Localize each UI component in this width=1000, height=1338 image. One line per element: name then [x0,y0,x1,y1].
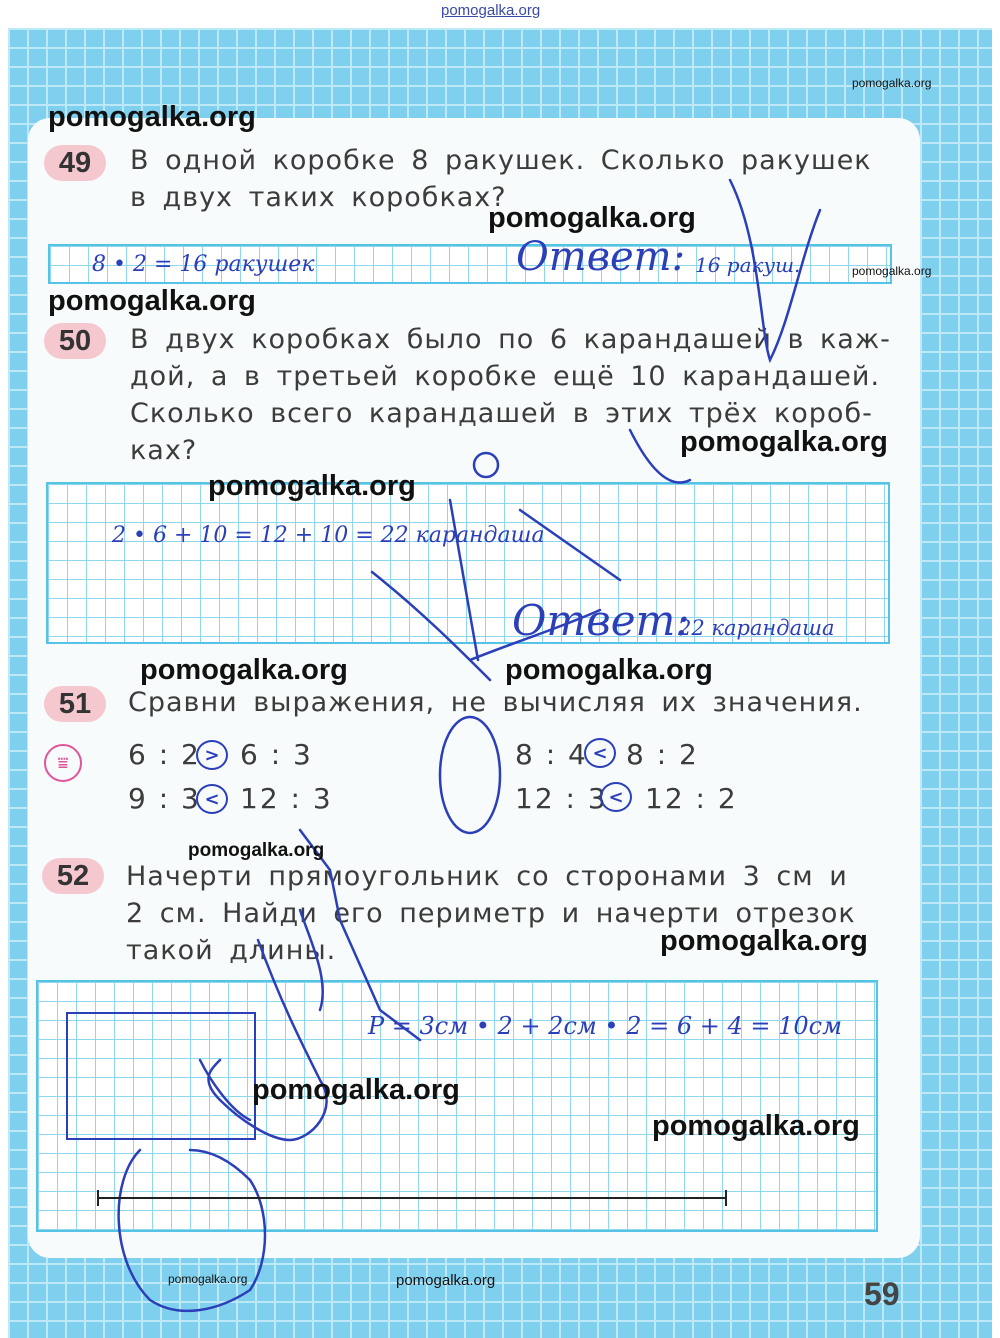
expr-left-1: 6 : 2 [128,738,201,771]
watermark: pomogalka.org [252,1074,460,1106]
compare-sign-2[interactable]: < [196,784,228,814]
page-number: 59 [864,1276,900,1312]
task-52-line-2: 2 см. Найди его периметр и начерти отрезок [126,898,856,929]
expr-right-2: 12 : 3 [240,782,333,815]
watermark: pomogalka.org [208,470,416,502]
expr-left-2: 9 : 3 [128,782,201,815]
task-52-solution: P = 3см • 2 + 2см • 2 = 6 + 4 = 10см [368,1012,842,1040]
task-49-line-2: в двух таких коробках? [130,182,507,213]
watermark: pomogalka.org [852,76,932,90]
watermark: pomogalka.org [188,840,325,861]
task-50-line-1: В двух коробках было по 6 карандашей в каж- [130,324,891,355]
watermark: pomogalka.org [396,1272,496,1289]
watermark: pomogalka.org [48,285,256,317]
watermark: pomogalka.org [505,654,713,686]
watermark: pomogalka.org [140,654,348,686]
expr-left-3: 8 : 4 [515,738,588,771]
task-49-solution: 8 • 2 = 16 ракушек [92,252,315,277]
task-50-solution: 2 • 6 + 10 = 12 + 10 = 22 карандаша [112,523,545,548]
watermark: pomogalka.org [852,264,932,278]
task-50-answer: 22 карандаша [678,616,835,640]
task-52-line-3: такой длины. [126,935,337,966]
task-50-line-4: ках? [130,435,198,466]
compare-icon: ⩸ [44,744,82,782]
task-number-49: 49 [44,145,106,181]
task-49-line-1: В одной коробке 8 ракушек. Сколько ракушек [130,145,872,176]
task-51-text: Сравни выражения, не вычисляя их значения. [128,687,863,718]
compare-sign-3[interactable]: < [584,738,616,768]
watermark: pomogalka.org [680,426,888,458]
task-number-51: 51 [44,686,106,722]
task-50-answer-label: Ответ: [512,596,690,645]
task-50-line-3: Сколько всего карандашей в этих трёх короб- [130,398,873,429]
task-50-line-2: дой, а в третьей коробке ещё 10 карандашей. [130,361,881,392]
task-number-50: 50 [44,323,106,359]
watermark-top: pomogalka.org [441,2,541,19]
task-number-52: 52 [42,858,104,894]
watermark: pomogalka.org [652,1110,860,1142]
expr-right-1: 6 : 3 [240,738,313,771]
expr-right-4: 12 : 2 [645,782,738,815]
task-49-answer: 16 ракуш. [695,253,801,277]
compare-sign-1[interactable]: > [196,740,228,770]
watermark: pomogalka.org [168,1272,248,1286]
watermark: pomogalka.org [48,101,256,133]
watermark: pomogalka.org [488,202,696,234]
task-49-answer-label: Ответ: [516,234,686,280]
expr-right-3: 8 : 2 [626,738,699,771]
watermark: pomogalka.org [660,925,868,957]
compare-sign-4[interactable]: < [600,782,632,812]
task-52-line-1: Начерти прямоугольник со сторонами 3 см и [126,861,848,892]
expr-left-4: 12 : 3 [515,782,608,815]
